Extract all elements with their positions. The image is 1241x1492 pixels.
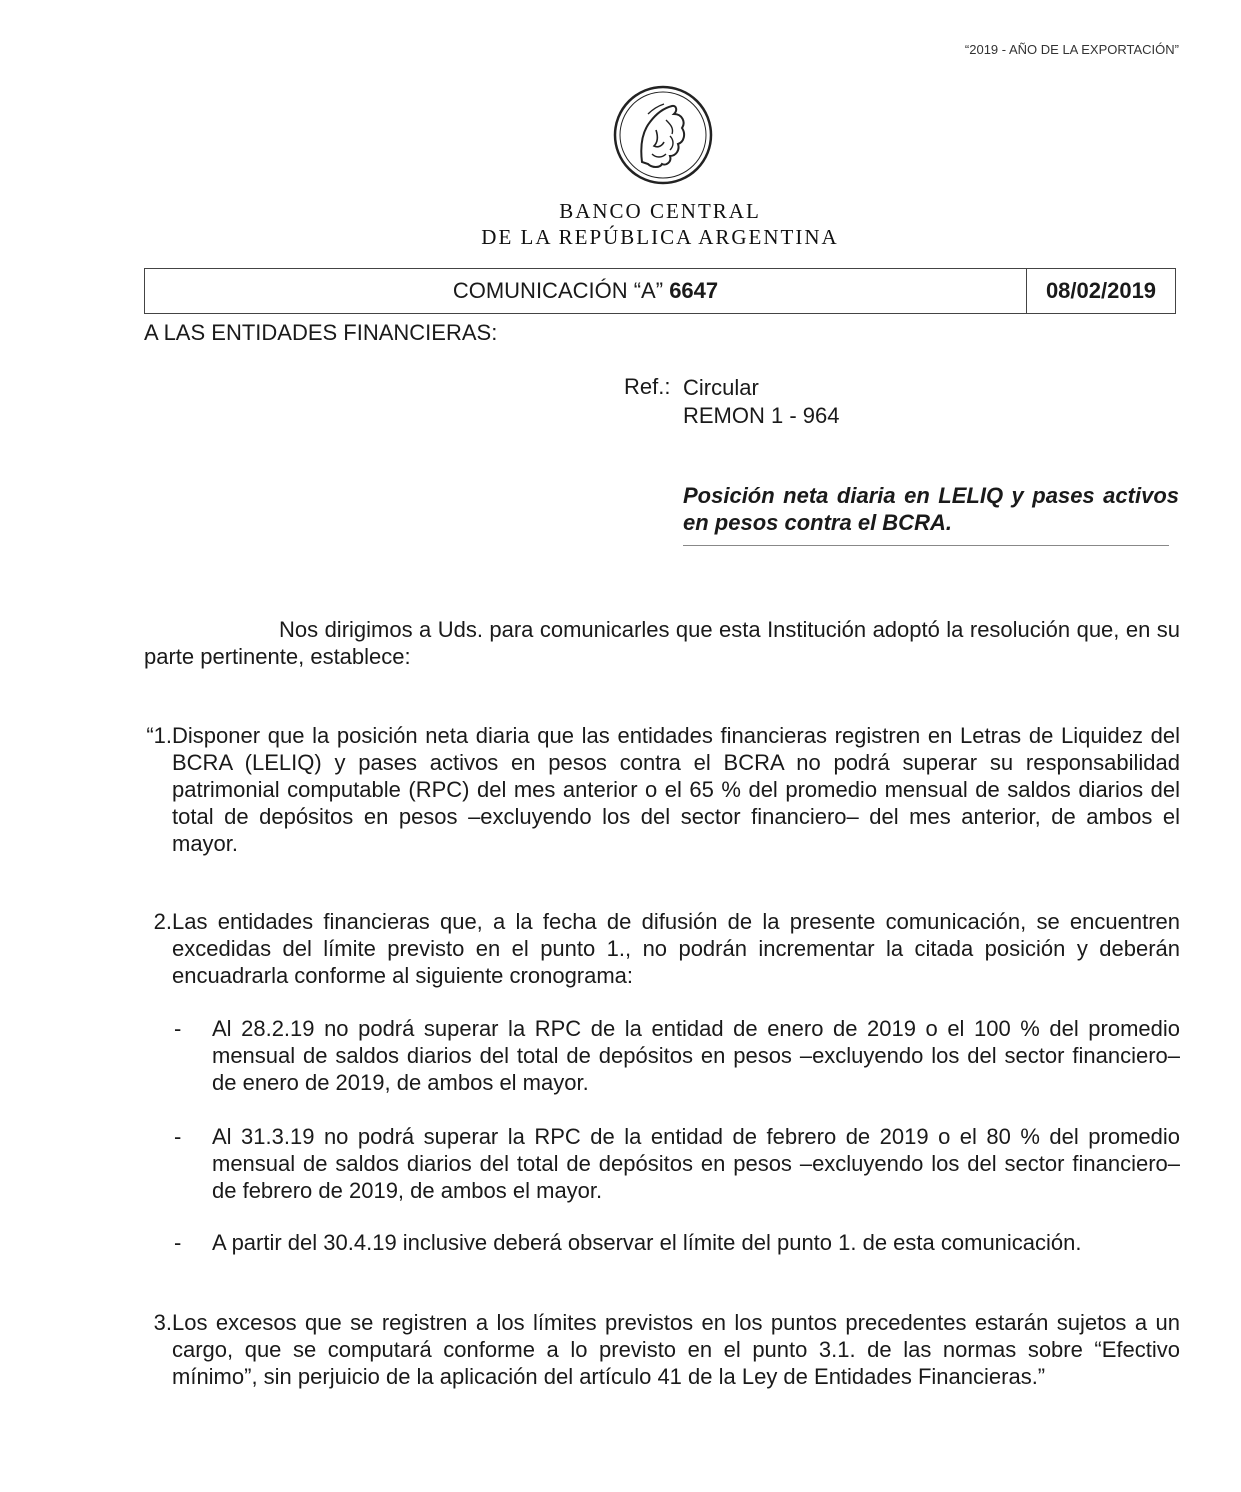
item-text: Disponer que la posición neta diaria que las entidades financieras registren en Letras de Liquidez del BCRA (LELIQ) y pases activos en pesos contra el BCRA no podrá superar su responsabilidad patrimonial computable (RPC) del mes anterior o el 65 % del promedio mensual de saldos diarios del total de depósitos en pesos –excluyendo los del sector financiero– del mes anterior, de ambos el mayor. [172, 723, 1180, 856]
reference-line2: REMON 1 - 964 [683, 403, 840, 428]
reference-line1: Circular [683, 375, 759, 400]
year-motto: “2019 - AÑO DE LA EXPORTACIÓN” [964, 42, 1179, 57]
dash-marker: - [174, 1124, 182, 1149]
communication-header-box [144, 268, 1176, 314]
communication-label: COMUNICACIÓN “A” [452, 278, 664, 303]
subject: Posición neta diaria en LELIQ y pases activos en pesos contra el BCRA. [683, 483, 1179, 535]
dash-marker: - [174, 1016, 182, 1041]
communication-number: 6647 [669, 278, 719, 303]
reference-value [683, 374, 840, 430]
communication-date: 08/02/2019 [1045, 278, 1157, 303]
addressee: A LAS ENTIDADES FINANCIERAS: [144, 320, 498, 345]
communication-id [145, 269, 1027, 313]
bank-name-line1: BANCO CENTRAL [559, 199, 761, 223]
schedule-text: A partir del 30.4.19 inclusive deberá observar el límite del punto 1. de esta comunicación. [212, 1230, 1082, 1255]
item-number: 2. [153, 909, 172, 934]
bank-name-line2: DE LA REPÚBLICA ARGENTINA [481, 225, 839, 249]
intro-paragraph: Nos dirigimos a Uds. para comunicarles que esta Institución adoptó la resolución que, en su parte pertinente, establece: [144, 617, 1180, 669]
item-number: 3. [153, 1310, 172, 1335]
schedule-text: Al 28.2.19 no podrá superar la RPC de la entidad de enero de 2019 o el 100 % del promedio mensual de saldos diarios del total de depósitos en pesos –excluyendo los del sector financiero– de enero de 2019, de ambos el mayor. [212, 1016, 1180, 1095]
bcra-seal-logo [612, 84, 714, 186]
dash-marker: - [174, 1230, 182, 1255]
item-text: Los excesos que se registren a los límites previstos en los puntos precedentes estarán sujetos a un cargo, que se computará conforme a lo previsto en el punto 3.1. de las normas sobre “Efectivo mínimo”, sin perjuicio de la aplicación del artículo 41 de la Ley de Entidades Financieras.” [172, 1310, 1180, 1389]
item-text: Las entidades financieras que, a la fecha de difusión de la presente comunicación, se encuentren excedidas del límite previsto en el punto 1., no podrán incrementar la citada posición y deberán encuadrarla conforme al siguiente cronograma: [172, 909, 1180, 988]
subject-divider [683, 545, 1169, 546]
item-number: “1. [146, 723, 172, 748]
schedule-text: Al 31.3.19 no podrá superar la RPC de la entidad de febrero de 2019 o el 80 % del promedio mensual de saldos diarios del total de depósitos en pesos –excluyendo los del sector financiero– de febrero de 2019, de ambos el mayor. [212, 1124, 1180, 1203]
reference-label: Ref.: [624, 374, 671, 399]
